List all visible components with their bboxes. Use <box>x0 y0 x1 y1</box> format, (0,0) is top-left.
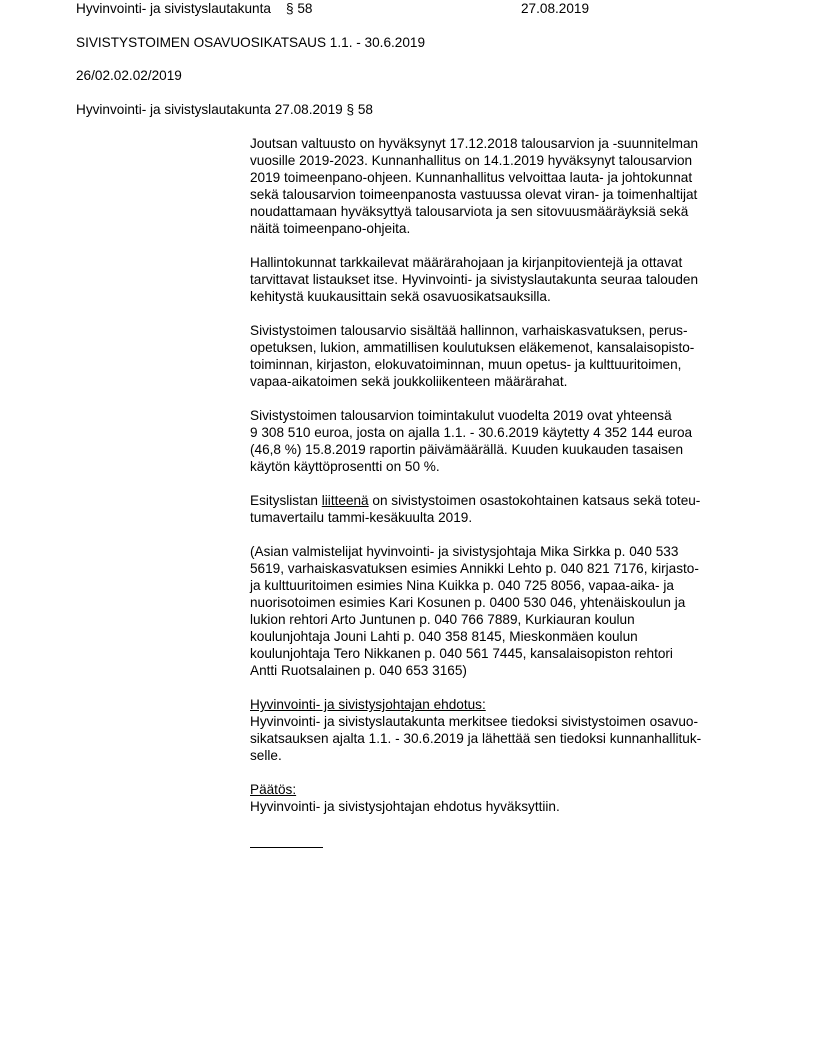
text-line: Antti Ruotsalainen p. 040 653 3165) <box>250 663 467 678</box>
text-line: tumavertailu tammi-kesäkuulta 2019. <box>250 510 473 525</box>
text-line: kehitystä kuukausittain sekä osavuosikatsauksilla. <box>250 289 551 304</box>
text-line: (46,8 %) 15.8.2019 raportin päivämäärällä. Kuuden kuukauden tasaisen <box>250 442 684 457</box>
proposal-section <box>250 696 742 764</box>
proposal-heading: Hyvinvointi- ja sivistysjohtajan ehdotus: <box>250 697 486 712</box>
text-line: lukion rehtori Arto Juntunen p. 040 766 7889, Kurkiauran koulun <box>250 612 635 627</box>
decision-section <box>250 781 742 815</box>
text-line: (Asian valmistelijat hyvinvointi- ja sivistysjohtaja Mika Sirkka p. 040 533 <box>250 544 679 559</box>
text-line: sikatsauksen ajalta 1.1. - 30.6.2019 ja lähettää sen tiedoksi kunnanhallituk- <box>250 731 702 746</box>
text-line: koulunjohtaja Jouni Lahti p. 040 358 8145, Mieskonmäen koulun <box>250 629 638 644</box>
document-body <box>250 135 742 848</box>
text-line: koulunjohtaja Tero Nikkanen p. 040 561 7445, kansalaisopiston rehtori <box>250 646 673 661</box>
text-line: Sivistystoimen talousarvion toimintakulut vuodelta 2019 ovat yhteensä <box>250 408 672 423</box>
paragraph-monitoring <box>250 254 742 305</box>
text-line: Hallintokunnat tarkkailevat määrärahojaan ja kirjanpitovientejä ja ottavat <box>250 255 683 270</box>
text-segment: on sivistystoimen osastokohtainen katsaus sekä toteu- <box>368 493 701 508</box>
text-line: vuosille 2019-2023. Kunnanhallitus on 14.1.2019 hyväksynyt talousarvion <box>250 153 693 168</box>
text-line: toiminnan, kirjaston, elokuvatoiminnan, muun opetus- ja kulttuuritoimen, <box>250 357 682 372</box>
paragraph-attachment <box>250 492 742 526</box>
text-line <box>250 492 742 509</box>
text-line: Joutsan valtuusto on hyväksynyt 17.12.2018 talousarvion ja -suunnitelman <box>250 136 699 151</box>
paragraph-operating-costs <box>250 407 742 475</box>
text-line: käytön käyttöprosentti on 50 %. <box>250 459 440 474</box>
text-line: näitä toimeenpano-ohjeita. <box>250 221 411 236</box>
decision-text: Hyvinvointi- ja sivistysjohtajan ehdotus hyväksyttiin. <box>250 799 560 814</box>
text-line: vapaa-aikatoimen sekä joukkoliikenteen määrärahat. <box>250 374 568 389</box>
paragraph-budget-approval <box>250 135 742 237</box>
reference-number: 26/02.02.02/2019 <box>76 68 182 83</box>
text-line: Sivistystoimen talousarvio sisältää hallinnon, varhaiskasvatuksen, perus- <box>250 323 688 338</box>
document-title: SIVISTYSTOIMEN OSAVUOSIKATSAUS 1.1. - 30.6.2019 <box>76 35 426 50</box>
text-line: ja kulttuuritoimen esimies Nina Kuikka p. 040 725 8056, vapaa-aika- ja <box>250 578 674 593</box>
meeting-line: Hyvinvointi- ja sivistyslautakunta 27.08.2019 § 58 <box>76 102 373 117</box>
attachment-link[interactable]: liitteenä <box>321 493 369 508</box>
paragraph-preparers <box>250 543 742 679</box>
header-board-section: Hyvinvointi- ja sivistyslautakunta § 58 <box>76 1 313 16</box>
text-line: noudattamaan hyväksyttyä talousarviota ja sen sitovuusmääräyksiä sekä <box>250 204 689 219</box>
text-line: nuorisotoimen esimies Kari Kosunen p. 0400 530 046, yhtenäiskoulun ja <box>250 595 686 610</box>
text-line: sekä talousarvion toimeenpanosta vastuussa olevat viran- ja toimenhaltijat <box>250 187 698 202</box>
end-rule <box>250 847 323 848</box>
decision-heading: Päätös: <box>250 782 297 797</box>
text-line: 9 308 510 euroa, josta on ajalla 1.1. - 30.6.2019 käytetty 4 352 144 euroa <box>250 425 693 440</box>
text-line: Hyvinvointi- ja sivistyslautakunta merkitsee tiedoksi sivistystoimen osavuo- <box>250 714 699 729</box>
text-line: opetuksen, lukion, ammatillisen koulutuksen eläkemenot, kansalaisopisto- <box>250 340 695 355</box>
header-date: 27.08.2019 <box>521 1 590 16</box>
paragraph-budget-contents <box>250 322 742 390</box>
text-line: tarvittavat listaukset itse. Hyvinvointi- ja sivistyslautakunta seuraa talouden <box>250 272 699 287</box>
text-line: selle. <box>250 748 282 763</box>
text-line: 5619, varhaiskasvatuksen esimies Annikki Lehto p. 040 821 7176, kirjasto- <box>250 561 699 576</box>
text-segment: Esityslistan <box>250 493 322 508</box>
text-line: 2019 toimeenpano-ohjeen. Kunnanhallitus velvoittaa lauta- ja johtokunnat <box>250 170 693 185</box>
